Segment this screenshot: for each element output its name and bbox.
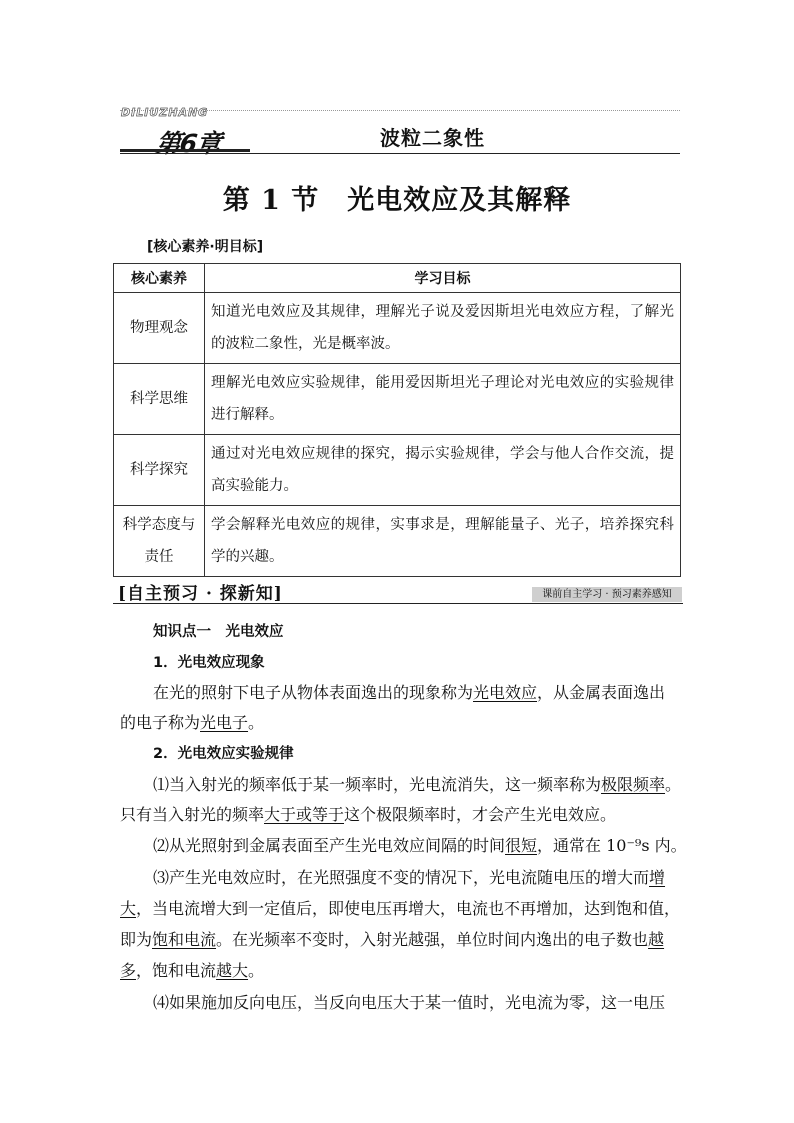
paragraph-line: 大，当电流增大到一定值后，即使电压再增大，电流也不再增加，达到饱和值， (120, 899, 681, 918)
goals-label: [核心素养·明目标] (147, 239, 264, 255)
paragraph-line: 只有当入射光的频率大于或等于这个极限频率时，才会产生光电效应。 (120, 805, 617, 824)
table-row (114, 364, 681, 435)
table-cell-category: 科学探究 (114, 435, 205, 506)
paragraph-line: ⑷如果施加反向电压，当反向电压大于某一值时，光电流为零，这一电压 (153, 993, 666, 1012)
paragraph-line: ⑶产生光电效应时，在光照强度不变的情况下，光电流随电压的增大而增 (153, 868, 666, 887)
chapter-logo: 第6章 (153, 129, 223, 158)
chapter-title: 波粒二象性 (380, 126, 485, 150)
goals-table (113, 263, 681, 577)
table-header-cell: 核心素养 (114, 264, 205, 293)
table-cell-category: 物理观念 (114, 293, 205, 364)
section-title: 第 1 节 光电效应及其解释 (222, 185, 572, 216)
paragraph-line: ⑵从光照射到金属表面至产生光电效应间隔的时间很短，通常在 10⁻⁹s 内。 (153, 836, 687, 855)
table-cell-goal: 理解光电效应实验规律，能用爱因斯坦光子理论对光电效应的实验规律进行解释。 (205, 364, 681, 435)
chapter-logo-underline (120, 149, 250, 152)
table-cell-category: 科学思维 (114, 364, 205, 435)
paragraph-line: ⑴当入射光的频率低于某一频率时，光电流消失，这一频率称为极限频率。 (153, 775, 682, 794)
table-cell-category: 科学态度与责任 (114, 506, 205, 577)
subheading-2: 2．光电效应实验规律 (153, 746, 294, 762)
paragraph-line: 在光的照射下电子从物体表面逸出的现象称为光电效应，从金属表面逸出 (153, 683, 666, 702)
preview-section-label: [自主预习 · 探新知] (118, 584, 283, 604)
knowledge-point-heading: 知识点一 光电效应 (153, 624, 284, 640)
table-cell-goal: 学会解释光电效应的规律，实事求是，理解能量子、光子，培养探究科学的兴趣。 (205, 506, 681, 577)
subheading-1: 1．光电效应现象 (153, 655, 265, 671)
chapter-pinyin: DILIUZHANG (121, 106, 209, 119)
header-rule (120, 153, 680, 154)
table-cell-goal: 知道光电效应及其规律，理解光子说及爱因斯坦光电效应方程，了解光的波粒二象性，光是概率波。 (205, 293, 681, 364)
table-header-cell: 学习目标 (205, 264, 681, 293)
paragraph-line: 即为饱和电流。在光频率不变时，入射光越强，单位时间内逸出的电子数也越 (120, 930, 665, 949)
table-row (114, 506, 681, 577)
table-row (114, 435, 681, 506)
paragraph-line: 多，饱和电流越大。 (120, 961, 265, 980)
table-row (114, 293, 681, 364)
table-cell-goal: 通过对光电效应规律的探究，揭示实验规律，学会与他人合作交流，提高实验能力。 (205, 435, 681, 506)
paragraph-line: 的电子称为光电子。 (120, 713, 265, 732)
preview-section-tag: 课前自主学习 · 预习素养感知 (532, 587, 682, 602)
section-bar-rule (113, 603, 683, 604)
table-header-row (114, 264, 681, 293)
